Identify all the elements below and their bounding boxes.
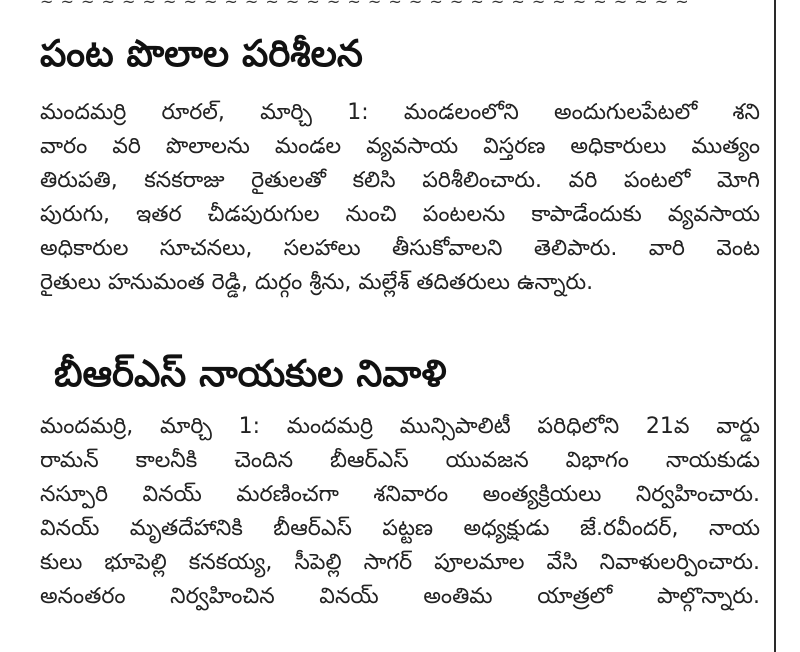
article-line: వినయ్ మృతదేహానికి బీఆర్ఎస్ పట్టణ అధ్యక్షుడు జే.రవీందర్, నాయ bbox=[40, 516, 760, 541]
article-line: నస్పూరి వినయ్ మరణించగా శనివారం అంత్యక్రియలు నిర్వహించారు. bbox=[40, 482, 760, 507]
column-divider bbox=[774, 0, 776, 652]
article-headline: పంట పొలాల పరిశీలన bbox=[40, 32, 363, 75]
cropped-previous-text bbox=[40, 0, 740, 8]
article-crop-inspection bbox=[40, 26, 760, 300]
article-line: అధికారుల సూచనలు, సలహాలు తీసుకోవాలని తెలిపారు. వారి వెంట bbox=[40, 236, 760, 261]
article-line: రామన్ కాలనీకి చెందిన బీఆర్ఎస్ యువజన విభాగం నాయకుడు bbox=[40, 448, 760, 473]
article-line: కులు భూపెల్లి కనకయ్య, సీపెల్లి సాగర్ పూలమాల వేసి నివాళులర్పించారు. bbox=[40, 550, 760, 575]
article-line: మందమర్రి, మార్చి 1: మందమర్రి మున్సిపాలిటీ పరిధిలోని 21వ వార్డు bbox=[40, 414, 760, 439]
article-headline: బీఆర్ఎస్ నాయకుల నివాళి bbox=[54, 352, 447, 395]
article-line: తిరుపతి, కనకరాజు రైతులతో కలిసి పరిశీలించారు. వరి పంటలో మోగి bbox=[40, 168, 760, 193]
article-line: రైతులు హనుమంత రెడ్డి, దుర్గం శ్రీను, మల్లేశ్ తదితరులు ఉన్నారు. bbox=[40, 270, 594, 295]
article-line: మందమర్రి రూరల్, మార్చి 1: మండలంలోని అందుగులపేటలో శని bbox=[40, 100, 760, 125]
article-line: వారం వరి పొలాలను మండల వ్యవసాయ విస్తరణ అధికారులు ముత్యం bbox=[40, 134, 760, 159]
article-body bbox=[40, 96, 760, 300]
article-line: పురుగు, ఇతర చీడపురుగుల నుంచి పంటలను కాపాడేందుకు వ్యవసాయ bbox=[40, 202, 760, 227]
article-body bbox=[40, 410, 760, 614]
article-line: అనంతరం నిర్వహించిన వినయ్ అంతిమ యాత్రలో పాల్గొన్నారు. bbox=[40, 584, 760, 609]
article-brs-tribute bbox=[40, 346, 760, 614]
